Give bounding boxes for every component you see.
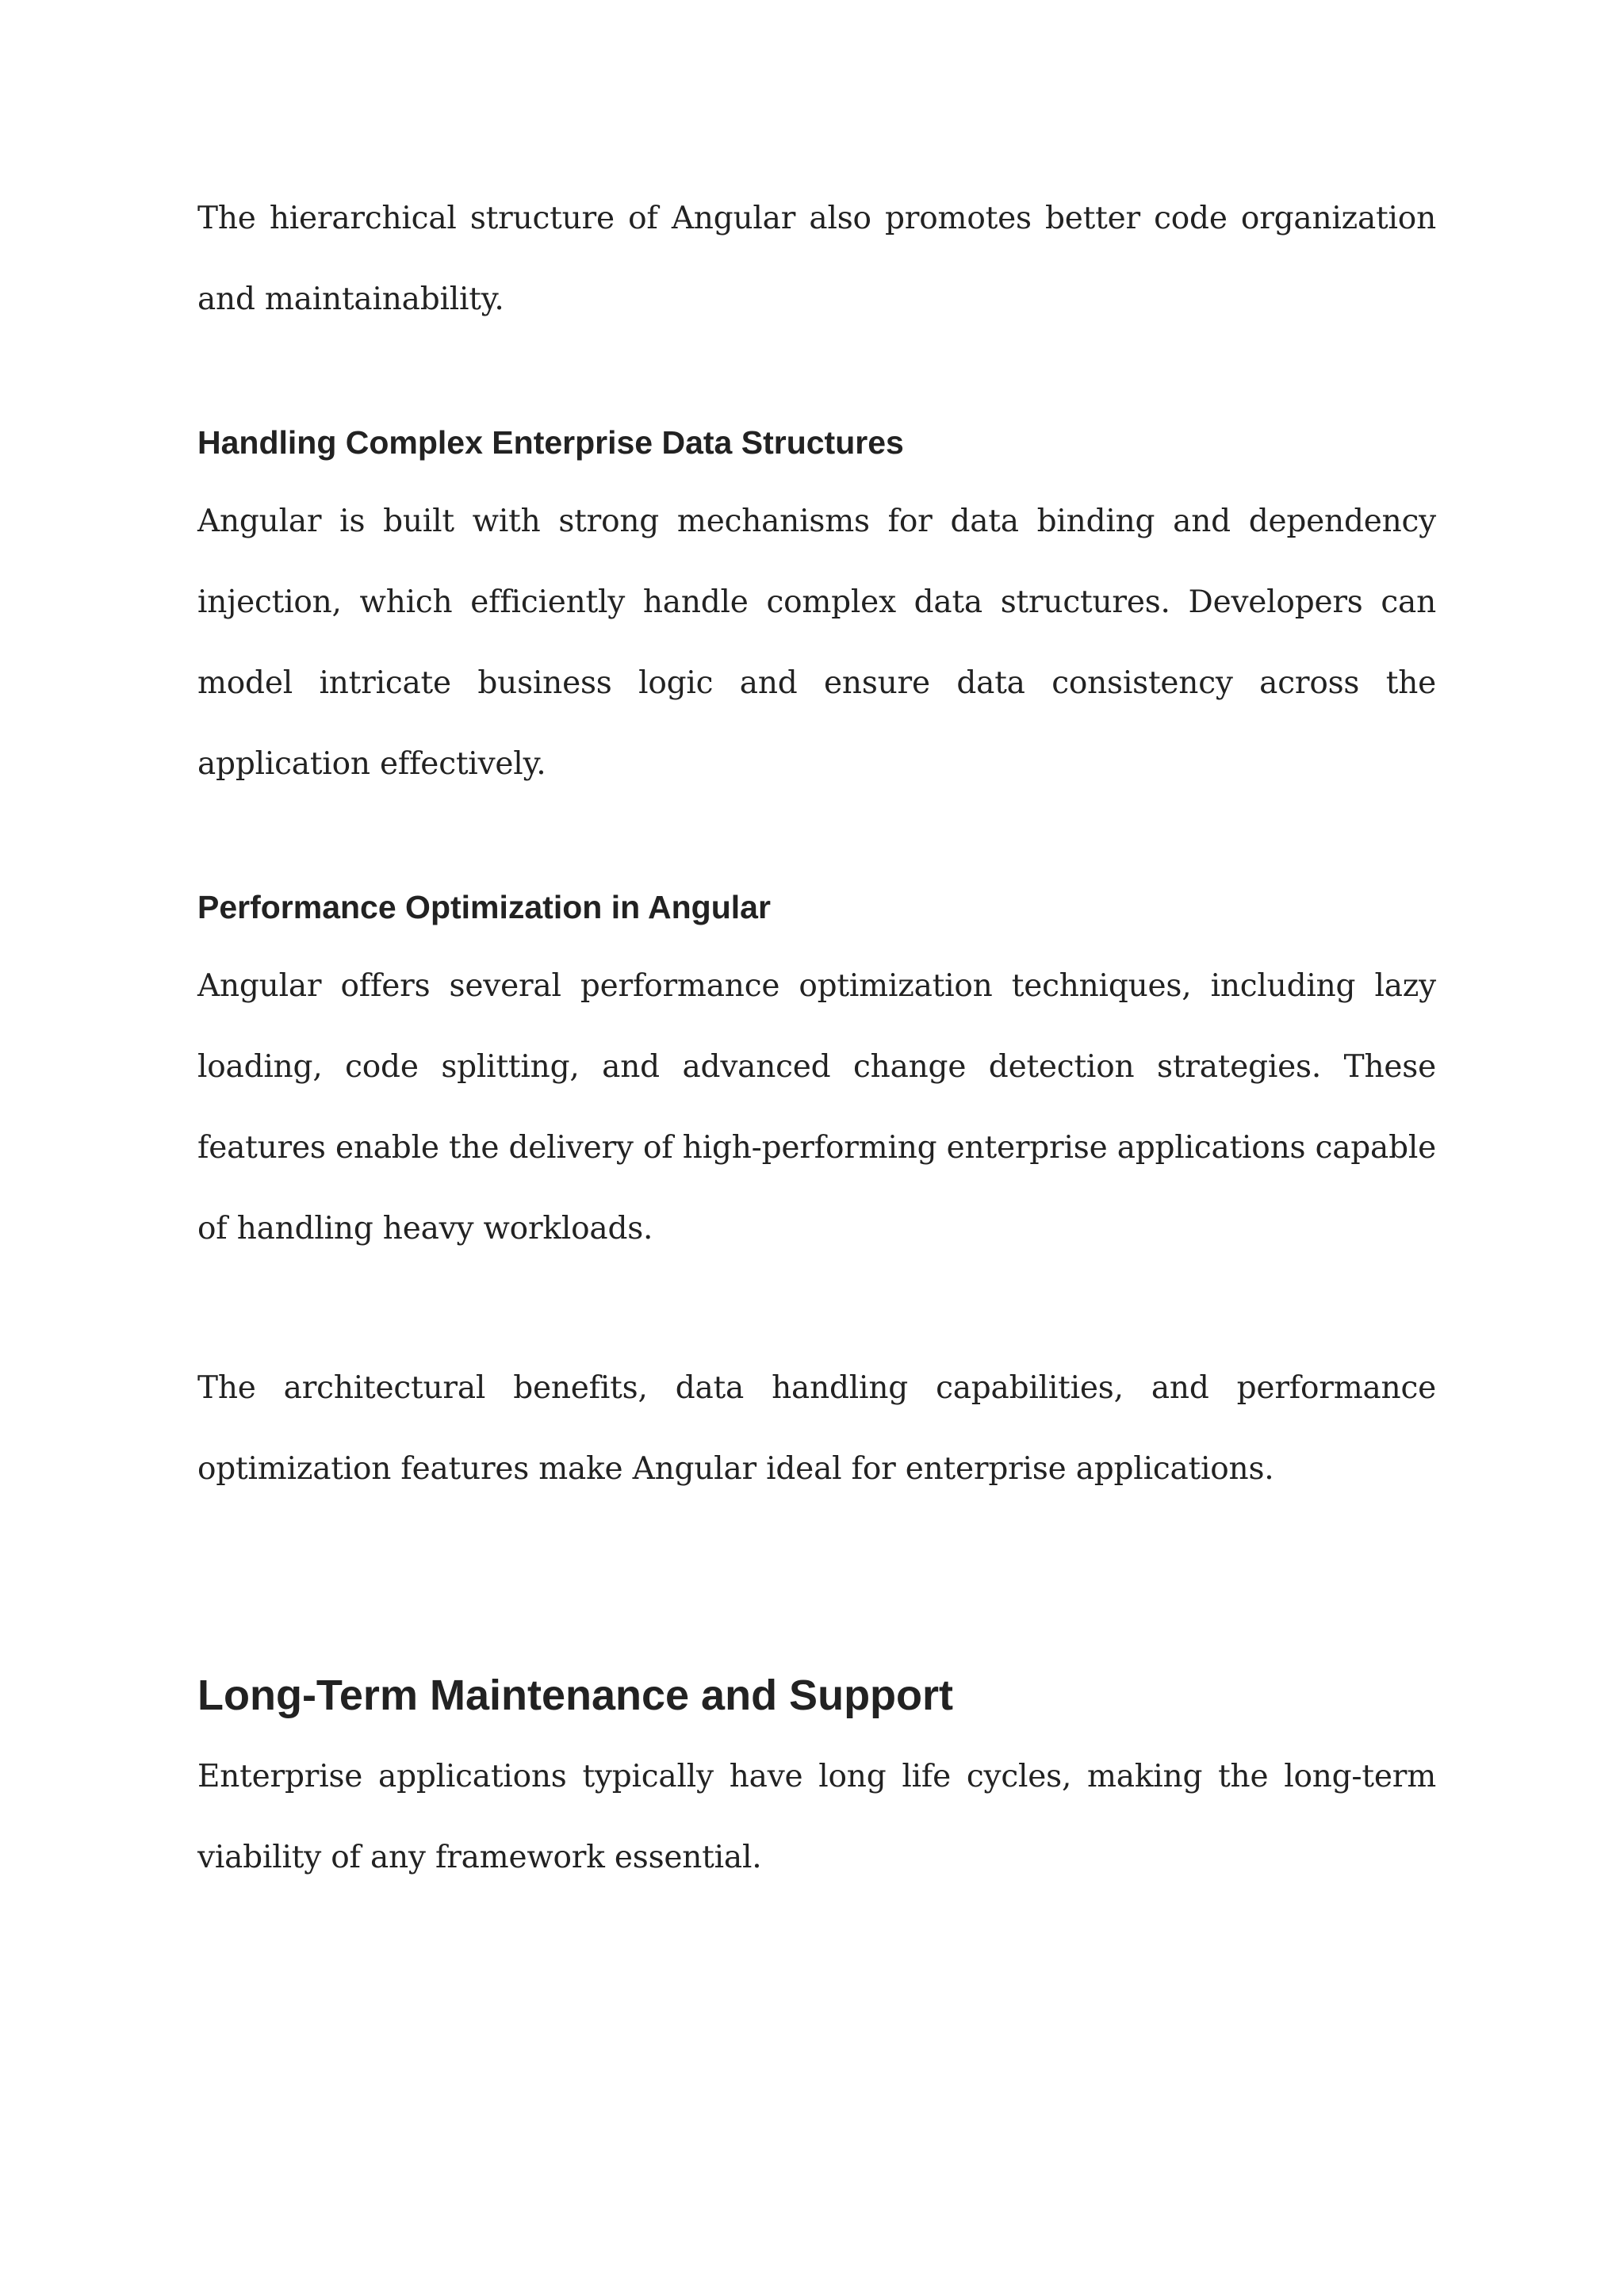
section-heading-performance: Performance Optimization in Angular xyxy=(197,889,771,925)
intro-paragraph: The hierarchical structure of Angular also promotes better code organization and maintainability. xyxy=(197,201,1436,317)
spacer xyxy=(197,1510,1436,1667)
data-structures-paragraph: Angular is built with strong mechanisms for data binding and dependency injection, which efficiently handle complex data structures. Developers can model intricate business logic and ensure data consistency across the application effectively. xyxy=(197,504,1436,782)
spacer xyxy=(197,1270,1436,1348)
document-body xyxy=(197,178,1436,1898)
section-heading-maintenance: Long-Term Maintenance and Support xyxy=(197,1672,954,1719)
summary-paragraph: The architectural benefits, data handling capabilities, and performance optimization features make Angular ideal for enterprise applications. xyxy=(197,1370,1436,1487)
performance-paragraph: Angular offers several performance optimization techniques, including lazy loading, code splitting, and advanced change detection strategies. These features enable the delivery of high-performing enterprise applications capable of handling heavy workloads. xyxy=(197,968,1436,1247)
spacer xyxy=(197,466,1436,481)
spacer xyxy=(197,340,1436,419)
spacer xyxy=(197,805,1436,883)
spacer xyxy=(197,931,1436,946)
section-heading-data-structures: Handling Complex Enterprise Data Structures xyxy=(197,424,904,461)
maintenance-paragraph: Enterprise applications typically have long life cycles, making the long-term viability of any framework essential. xyxy=(197,1759,1436,1875)
spacer xyxy=(197,1724,1436,1737)
